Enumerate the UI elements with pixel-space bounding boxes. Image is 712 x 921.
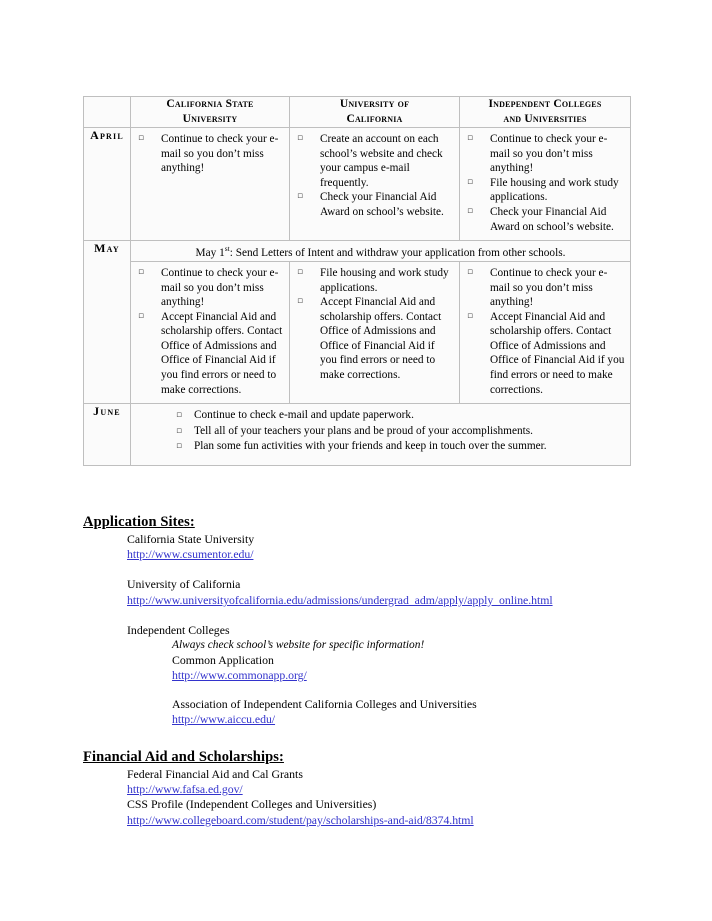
- april-csu-list: [134, 132, 284, 176]
- may-independent-list: [463, 266, 625, 397]
- header-independent-line2: and Universities: [503, 113, 587, 125]
- table-row-april: [84, 128, 631, 241]
- list-item: ▫ Plan some fun activities with your friends and keep in touch over the summer.: [136, 439, 625, 455]
- month-label-may: May: [84, 241, 131, 404]
- list-item: ▫ Accept Financial Aid and scholarship offers. Contact Office of Admissions and Office of Financial Aid if you find errors or need to make corrections.: [293, 295, 454, 383]
- list-item: ▫ File housing and work study applications.: [293, 266, 454, 295]
- financial-aid-section: [83, 748, 663, 828]
- table-row-may: [84, 261, 631, 403]
- header-uc-line1: University of: [339, 98, 410, 110]
- may-note-superscript: st: [224, 244, 230, 254]
- month-label-june: June: [84, 404, 131, 466]
- financial-aid-title: Financial Aid and Scholarships:: [83, 749, 284, 765]
- list-item: ▫ Tell all of your teachers your plans and be proud of your accomplishments.: [136, 424, 625, 440]
- april-independent-cell: [460, 128, 631, 241]
- uc-entry-label: University of California: [127, 577, 241, 592]
- list-item: ▫ Continue to check your e-mail so you don’t miss anything!: [463, 266, 625, 310]
- may-csu-list: [134, 266, 284, 397]
- list-item: ▫ Accept Financial Aid and scholarship offers. Contact Office of Admissions and Office of Financial Aid if you find errors or need to make corrections.: [134, 310, 284, 398]
- april-csu-cell: [131, 128, 290, 241]
- fafsa-label: Federal Financial Aid and Cal Grants: [127, 767, 303, 781]
- header-cell-independent: [460, 97, 631, 128]
- list-item: ▫ Continue to check e-mail and update paperwork.: [136, 408, 625, 424]
- may-independent-cell: [460, 261, 631, 403]
- spacer: [83, 684, 663, 697]
- april-independent-list: [463, 132, 625, 234]
- list-item: ▫ Accept Financial Aid and scholarship offers. Contact Office of Admissions and Office of Financial Aid if you find errors or need to make corrections.: [463, 310, 625, 398]
- month-label-april: April: [84, 128, 131, 241]
- table-header-row: [84, 97, 631, 128]
- spacer: [83, 608, 663, 623]
- independent-colleges-label: Independent Colleges: [127, 622, 230, 637]
- list-item: ▫ Continue to check your e-mail so you don’t miss anything!: [463, 132, 625, 176]
- css-profile-link[interactable]: http://www.collegeboard.com/student/pay/scholarships-and-aid/8374.html: [127, 812, 474, 827]
- header-csu-line2: University: [182, 113, 238, 125]
- april-uc-cell: [290, 128, 460, 241]
- list-item: ▫ Check your Financial Aid Award on school’s website.: [463, 205, 625, 234]
- spacer: [83, 562, 663, 577]
- list-item: ▫ Continue to check your e-mail so you don’t miss anything!: [134, 266, 284, 310]
- list-item: ▫ File housing and work study applications.: [463, 176, 625, 205]
- june-list: [136, 408, 625, 455]
- april-uc-list: [293, 132, 454, 220]
- header-csu-line1: California State: [166, 98, 254, 110]
- fafsa-link[interactable]: http://www.fafsa.ed.gov/: [127, 782, 243, 797]
- may-deadline-note: [131, 241, 631, 262]
- table-row-june: [84, 404, 631, 466]
- common-application-label: Common Application: [172, 653, 274, 668]
- css-profile-label: CSS Profile (Independent Colleges and Universities): [127, 797, 377, 812]
- header-uc-line2: California: [346, 113, 403, 125]
- june-content-cell: [131, 404, 631, 466]
- uc-entry-link[interactable]: http://www.universityofcalifornia.edu/admissions/undergrad_adm/apply/apply_online.html: [127, 592, 553, 607]
- header-independent-line1: Independent Colleges: [488, 98, 602, 110]
- list-item: ▫ Create an account on each school’s website and check your campus e-mail frequently.: [293, 132, 454, 190]
- application-sites-section: [83, 513, 663, 727]
- independent-colleges-note: Always check school’s website for specific information!: [172, 639, 425, 652]
- senior-timeline-table: [83, 96, 631, 466]
- csu-entry-label: California State University: [127, 532, 255, 546]
- header-cell-csu: [131, 97, 290, 128]
- header-cell-blank: [84, 97, 131, 128]
- common-application-link[interactable]: http://www.commonapp.org/: [172, 668, 307, 683]
- header-cell-uc: [290, 97, 460, 128]
- may-note-rest: : Send Letters of Intent and withdraw your application from other schools.: [229, 246, 566, 259]
- may-note-prefix: May 1: [195, 246, 225, 259]
- csu-entry-link[interactable]: http://www.csumentor.edu/: [127, 547, 254, 562]
- may-uc-cell: [290, 261, 460, 403]
- aiccu-link[interactable]: http://www.aiccu.edu/: [172, 711, 276, 726]
- may-uc-list: [293, 266, 454, 383]
- table-row-may-note: [84, 241, 631, 262]
- application-sites-title: Application Sites:: [83, 514, 195, 530]
- may-csu-cell: [131, 261, 290, 403]
- aiccu-label: Association of Independent California Colleges and Universities: [172, 696, 477, 711]
- list-item: ▫ Continue to check your e-mail so you don’t miss anything!: [134, 132, 284, 176]
- list-item: ▫ Check your Financial Aid Award on school’s website.: [293, 190, 454, 219]
